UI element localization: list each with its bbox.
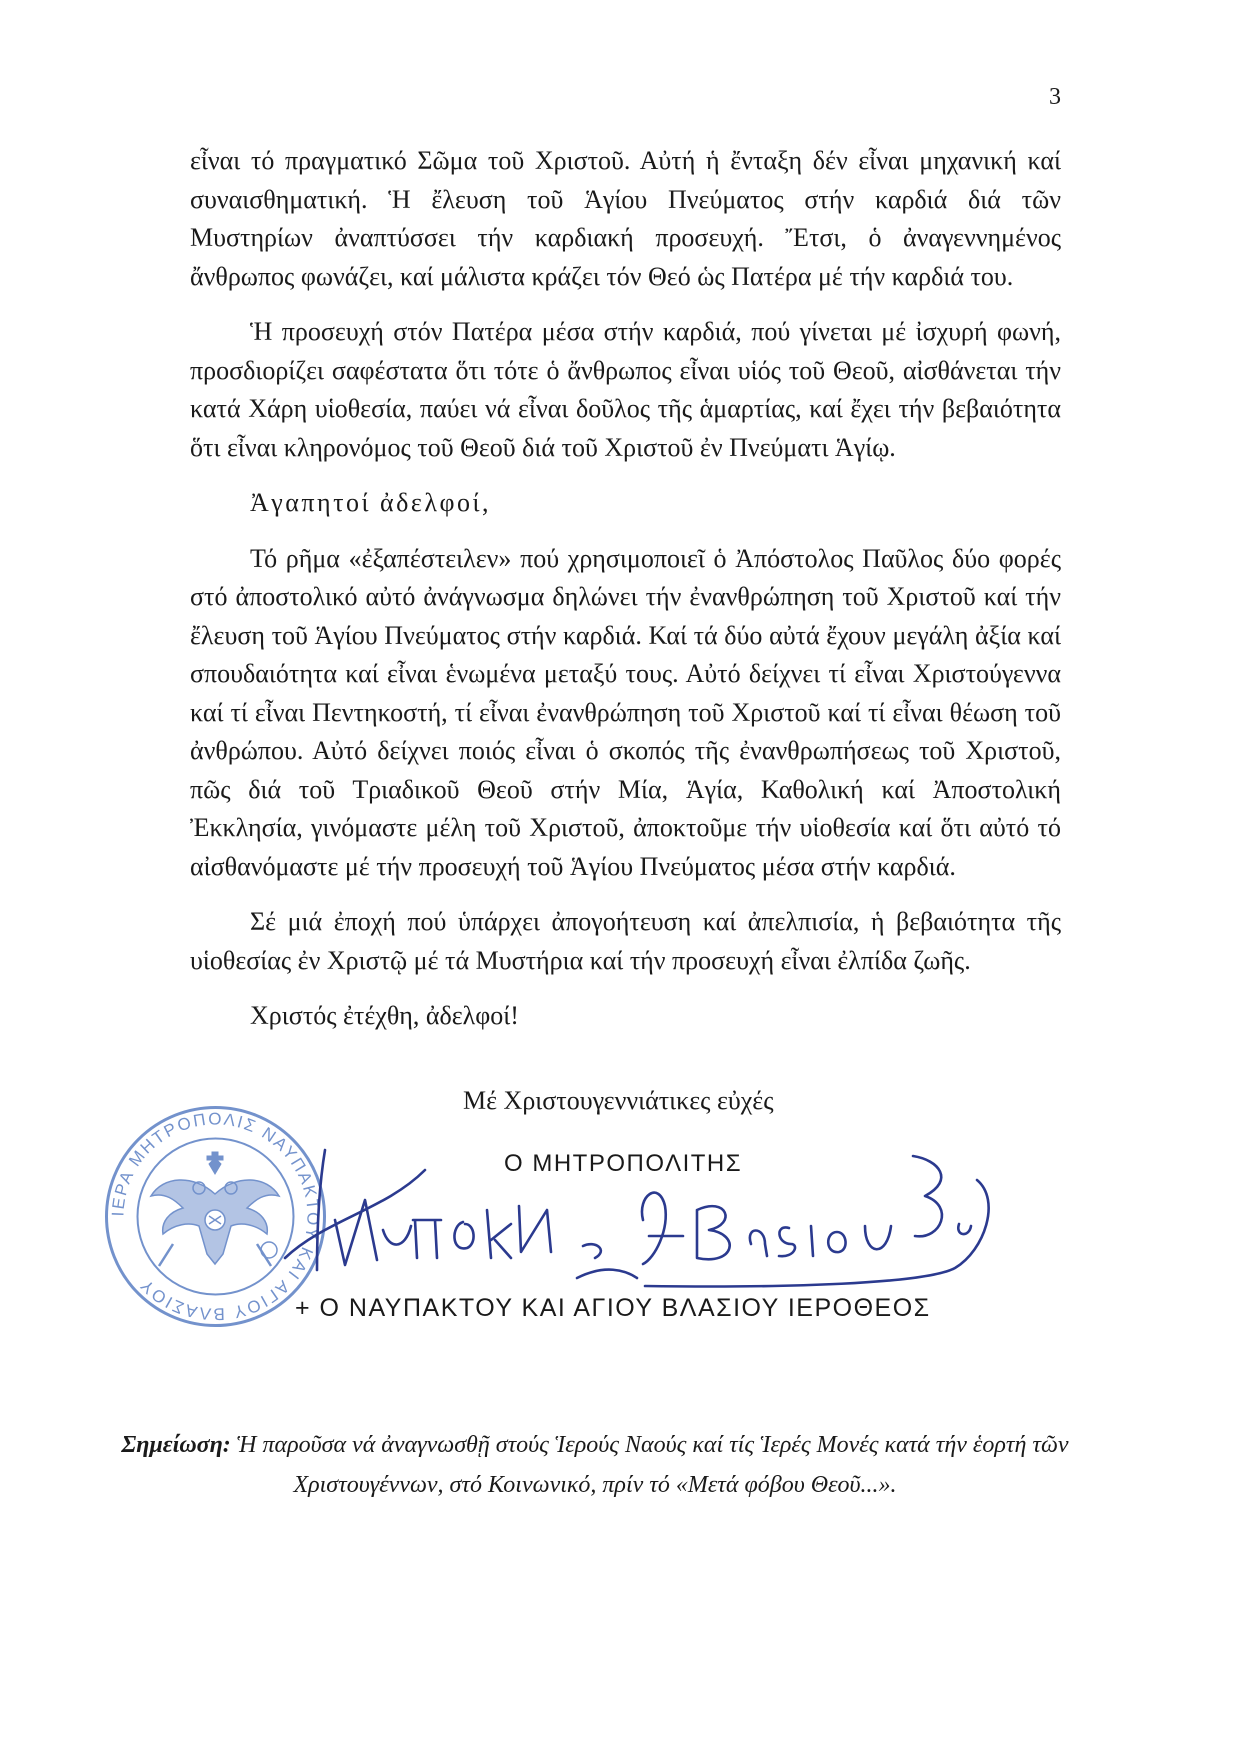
reading-note (100, 1425, 1090, 1505)
double-headed-eagle-icon (151, 1152, 279, 1266)
closing-name: + Ο ΝΑΥΠΑΚΤΟΥ ΚΑΙ ΑΓΙΟΥ ΒΛΑΣΙΟΥ ΙΕΡΟΘΕΟΣ (295, 1294, 931, 1322)
handwritten-signature (265, 1140, 995, 1300)
paragraph-3: Τό ρῆμα «ἐξαπέστειλεν» πού χρησιμοποιεῖ ὁ Ἀπόστολος Παῦλος δύο φορές στό ἀποστολικό αὐτό ἀνάγνωσμα δηλώνει τήν ἐνανθρώπηση τοῦ Χριστοῦ καί τήν ἔλευση τοῦ Ἁγίου Πνεύματος στήν καρδιά. Καί τά δύο αὐτά ἔχουν μεγάλη ἀξία καί σπουδαιότητα καί εἶναι ἑνωμένα μεταξύ τους. Αὐτό δείχνει τί εἶναι Χριστούγεννα καί τί εἶναι Πεντηκοστή, τί εἶναι ἐνανθρώπηση τοῦ Χριστοῦ καί τί εἶναι θέωση τοῦ ἀνθρώπου. Αὐτό δείχνει ποιός εἶναι ὁ σκοπός τῆς ἐνανθρωπήσεως τοῦ Χριστοῦ, πῶς διά τοῦ Τριαδικοῦ Θεοῦ στήν Μία, Ἁγία, Καθολική καί Ἀποστολική Ἐκκλησία, γινόμαστε μέλη τοῦ Χριστοῦ, ἀποκτοῦμε τήν υἱοθεσία καί ὅτι αὐτό τό αἰσθανόμαστε μέ τήν προσευχή τοῦ Ἁγίου Πνεύματος μέσα στήν καρδιά. (190, 543, 1061, 881)
salutation: Ἀγαπητοί ἀδελφοί, (250, 488, 491, 517)
note-text: Ἡ παροῦσα νά ἀναγνωσθῇ στούς Ἱερούς Ναούς καί τίς Ἱερές Μονές κατά τήν ἑορτή τῶν Χριστουγέννων, στό Κοινωνικό, πρίν τό «Μετά φόβου Θεοῦ...». (236, 1432, 1069, 1498)
paragraph-2: Ἡ προσευχή στόν Πατέρα μέσα στήν καρδιά, πού γίνεται μέ ἰσχυρή φωνή, προσδιορίζει σαφέστατα ὅτι τότε ὁ ἄνθρωπος εἶναι υἱός τοῦ Θεοῦ, αἰσθάνεται τήν κατά Χάρη υἱοθεσία, παύει νά εἶναι δοῦλος τῆς ἁμαρτίας, καί ἔχει τήν βεβαιότητα ὅτι εἶναι κληρονόμος τοῦ Θεοῦ διά τοῦ Χριστοῦ ἐν Πνεύματι Ἁγίῳ. (190, 317, 1061, 462)
paragraph-4: Σέ μιά ἐποχή πού ὑπάρχει ἀπογοήτευση καί ἀπελπισία, ἡ βεβαιότητα τῆς υἱοθεσίας ἐν Χριστῷ μέ τά Μυστήρια καί τήν προσευχή εἶναι ἐλπίδα ζωῆς. (190, 907, 1061, 975)
christmas-greeting: Χριστός ἐτέχθη, ἀδελφοί! (250, 1001, 519, 1030)
page-number: 3 (1049, 84, 1061, 110)
closing-wishes: Μέ Χριστουγεννιάτικες εὐχές (463, 1086, 774, 1115)
paragraph-1: εἶναι τό πραγματικό Σῶμα τοῦ Χριστοῦ. Αὐτή ἡ ἔνταξη δέν εἶναι μηχανική καί συναισθηματική. Ἡ ἔλευση τοῦ Ἁγίου Πνεύματος στήν καρδιά διά τῶν Μυστηρίων ἀναπτύσσει τήν καρδιακή προσευχή. Ἔτσι, ὁ ἀναγεννημένος ἄνθρωπος φωνάζει, καί μάλιστα κράζει τόν Θεό ὡς Πατέρα μέ τήν καρδιά του. (190, 146, 1061, 291)
seal-text: ΙΕΡΑ ΜΗΤΡΟΠΟΛΙΣ ΝΑΥΠΑΚΤΟΥ ΚΑΙ ΑΓΙΟΥ ΒΛΑΣΙΟΥ (108, 1109, 323, 1324)
closing-title: Ο ΜΗΤΡΟΠΟΛΙΤΗΣ (504, 1150, 743, 1177)
note-label: Σημείωση: (121, 1432, 231, 1458)
letter-body (190, 142, 1061, 1053)
